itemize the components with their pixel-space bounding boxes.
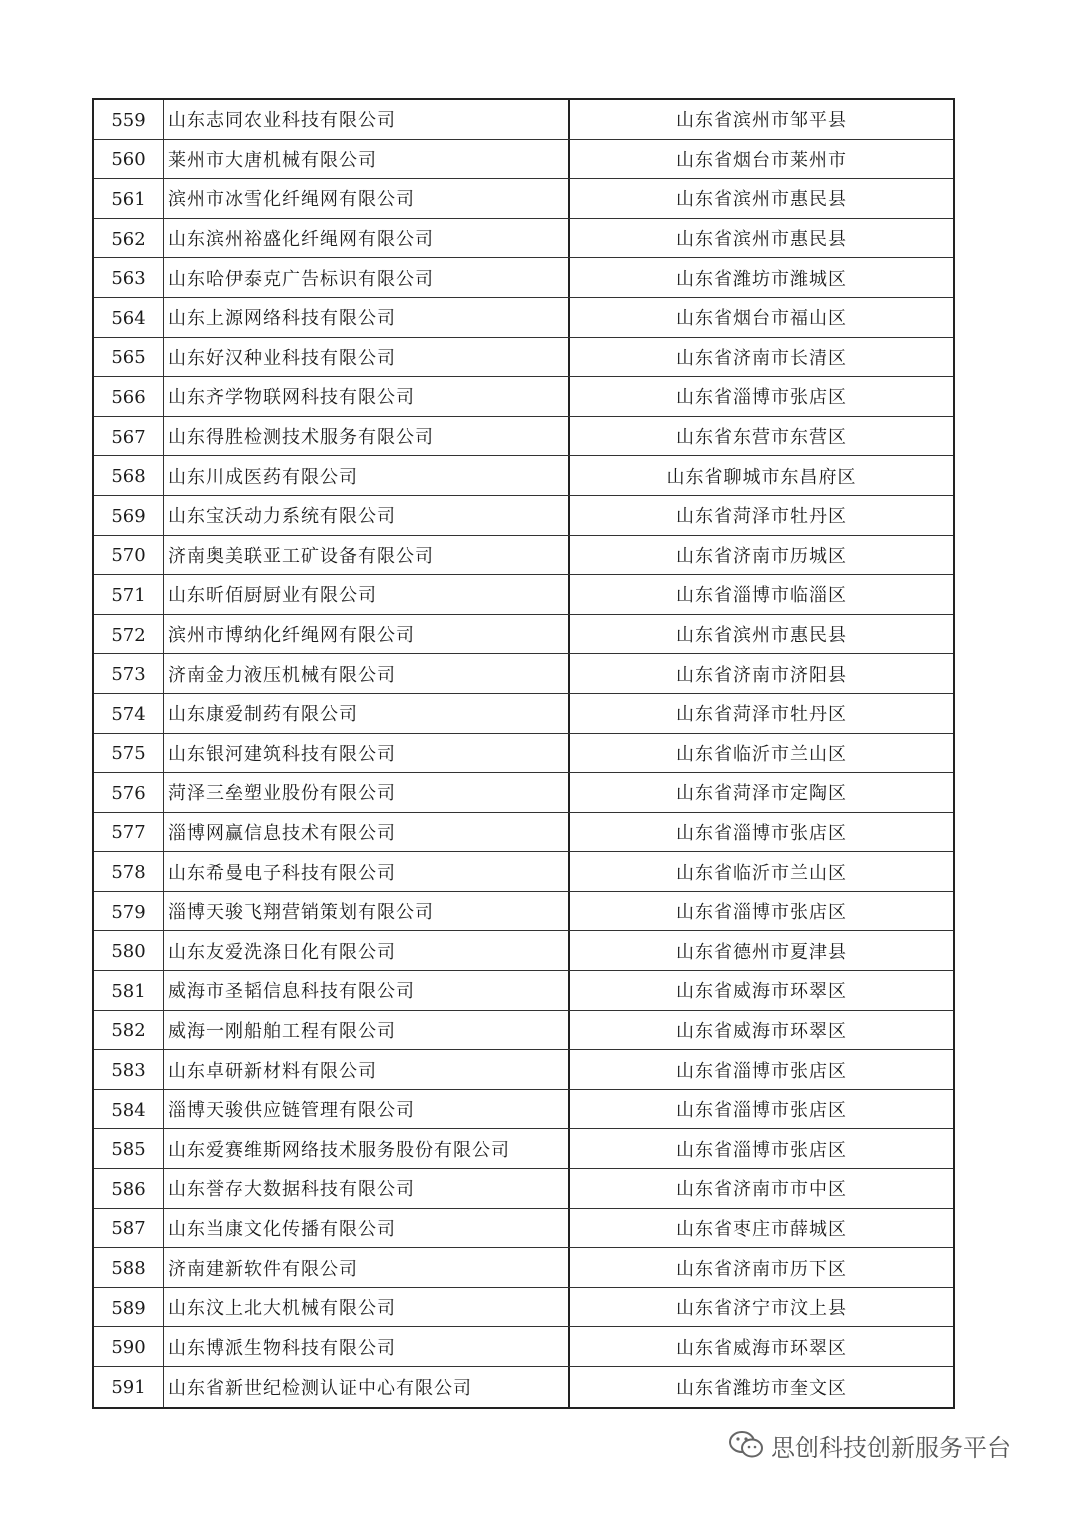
- company-location: 山东省淄博市张店区: [676, 822, 847, 844]
- company-name: 山东友爱洗涤日化有限公司: [164, 931, 570, 970]
- row-number: 567: [94, 417, 164, 456]
- table-row: [94, 258, 953, 298]
- company-location: 山东省济南市历下区: [676, 1258, 847, 1280]
- table-row: [94, 892, 953, 932]
- row-number: 565: [94, 338, 164, 377]
- company-location: 山东省临沂市兰山区: [676, 743, 847, 765]
- table-row: [94, 100, 953, 140]
- company-location: 山东省烟台市莱州市: [676, 149, 847, 171]
- company-location: 山东省德州市夏津县: [676, 941, 847, 963]
- table-row: [94, 456, 953, 496]
- company-name: 山东得胜检测技术服务有限公司: [164, 417, 570, 456]
- company-location: 山东省烟台市福山区: [676, 308, 847, 330]
- table-row: [94, 417, 953, 457]
- company-location: 山东省潍坊市潍城区: [676, 268, 847, 290]
- table-row: [94, 338, 953, 378]
- company-location: 山东省滨州市惠民县: [676, 189, 847, 211]
- company-location: 山东省菏泽市牡丹区: [676, 506, 847, 528]
- company-name: 淄博网赢信息技术有限公司: [164, 813, 570, 852]
- row-number: 562: [94, 219, 164, 258]
- row-number: 584: [94, 1090, 164, 1129]
- company-location: 山东省临沂市兰山区: [676, 862, 847, 884]
- company-location: 山东省滨州市惠民县: [676, 229, 847, 251]
- table-row: [94, 971, 953, 1011]
- company-location: 山东省淄博市张店区: [676, 1060, 847, 1082]
- company-name: 淄博天骏飞翔营销策划有限公司: [164, 892, 570, 931]
- table-row: [94, 377, 953, 417]
- company-location: 山东省滨州市惠民县: [676, 625, 847, 647]
- row-number: 571: [94, 575, 164, 614]
- company-name: 滨州市博纳化纤绳网有限公司: [164, 615, 570, 654]
- table-row: [94, 1327, 953, 1367]
- table-row: [94, 931, 953, 971]
- table-row: [94, 496, 953, 536]
- company-name: 滨州市冰雪化纤绳网有限公司: [164, 179, 570, 218]
- row-number: 586: [94, 1169, 164, 1208]
- row-number: 570: [94, 536, 164, 575]
- company-name: 山东当康文化传播有限公司: [164, 1209, 570, 1248]
- row-number: 563: [94, 258, 164, 297]
- company-name: 山东银河建筑科技有限公司: [164, 734, 570, 773]
- row-number: 591: [94, 1367, 164, 1407]
- row-number: 590: [94, 1327, 164, 1366]
- table-row: [94, 1050, 953, 1090]
- company-name: 威海一刚船舶工程有限公司: [164, 1011, 570, 1050]
- wechat-icon: [727, 1429, 767, 1461]
- company-name: 莱州市大唐机械有限公司: [164, 140, 570, 179]
- company-name: 山东哈伊泰克广告标识有限公司: [164, 258, 570, 297]
- company-name: 山东上源网络科技有限公司: [164, 298, 570, 337]
- table-row: [94, 1011, 953, 1051]
- company-name: 山东汶上北大机械有限公司: [164, 1288, 570, 1327]
- table-row: [94, 734, 953, 774]
- table-row: [94, 1090, 953, 1130]
- company-location: 山东省淄博市张店区: [676, 1139, 847, 1161]
- row-number: 581: [94, 971, 164, 1010]
- row-number: 572: [94, 615, 164, 654]
- company-name: 山东希曼电子科技有限公司: [164, 852, 570, 891]
- company-location: 山东省济南市市中区: [676, 1179, 847, 1201]
- row-number: 587: [94, 1209, 164, 1248]
- company-location: 山东省淄博市张店区: [676, 387, 847, 409]
- row-number: 574: [94, 694, 164, 733]
- company-location: 山东省淄博市临淄区: [676, 585, 847, 607]
- table-row: [94, 298, 953, 338]
- table-row: [94, 179, 953, 219]
- company-name: 山东宝沃动力系统有限公司: [164, 496, 570, 535]
- row-number: 585: [94, 1129, 164, 1168]
- company-name: 山东爱赛维斯网络技术服务股份有限公司: [164, 1129, 570, 1168]
- watermark: [727, 1425, 1057, 1465]
- table-row: [94, 694, 953, 734]
- row-number: 576: [94, 773, 164, 812]
- table-row: [94, 654, 953, 694]
- table-row: [94, 1288, 953, 1328]
- company-name: 山东誉存大数据科技有限公司: [164, 1169, 570, 1208]
- company-name: 济南金力液压机械有限公司: [164, 654, 570, 693]
- watermark-text: 思创科技创新服务平台: [771, 1433, 1011, 1462]
- table-row: [94, 813, 953, 853]
- company-name: 山东昕佰厨厨业有限公司: [164, 575, 570, 614]
- table-row: [94, 536, 953, 576]
- row-number: 580: [94, 931, 164, 970]
- company-name: 山东齐学物联网科技有限公司: [164, 377, 570, 416]
- company-name: 山东博派生物科技有限公司: [164, 1327, 570, 1366]
- row-number: 559: [94, 100, 164, 139]
- row-number: 582: [94, 1011, 164, 1050]
- table-row: [94, 852, 953, 892]
- table-row: [94, 773, 953, 813]
- company-location: 山东省滨州市邹平县: [676, 110, 847, 132]
- row-number: 561: [94, 179, 164, 218]
- row-number: 579: [94, 892, 164, 931]
- company-name: 菏泽三垒塑业股份有限公司: [164, 773, 570, 812]
- company-name: 济南奥美联亚工矿设备有限公司: [164, 536, 570, 575]
- row-number: 568: [94, 456, 164, 495]
- company-location: 山东省菏泽市定陶区: [676, 783, 847, 805]
- row-number: 560: [94, 140, 164, 179]
- company-location: 山东省淄博市张店区: [676, 1100, 847, 1122]
- company-location: 山东省济南市历城区: [676, 545, 847, 567]
- company-name: 山东好汉种业科技有限公司: [164, 338, 570, 377]
- company-location: 山东省淄博市张店区: [676, 902, 847, 924]
- company-location: 山东省聊城市东昌府区: [666, 466, 857, 488]
- company-name: 威海市圣韬信息科技有限公司: [164, 971, 570, 1010]
- company-location: 山东省东营市东营区: [676, 427, 847, 449]
- company-location: 山东省济南市长清区: [676, 347, 847, 369]
- company-name: 山东省新世纪检测认证中心有限公司: [164, 1367, 570, 1407]
- row-number: 575: [94, 734, 164, 773]
- company-location: 山东省枣庄市薛城区: [676, 1218, 847, 1240]
- company-location: 山东省菏泽市牡丹区: [676, 704, 847, 726]
- company-location: 山东省威海市环翠区: [676, 981, 847, 1003]
- table-row: [94, 219, 953, 259]
- company-name: 山东康爱制药有限公司: [164, 694, 570, 733]
- row-number: 573: [94, 654, 164, 693]
- row-number: 566: [94, 377, 164, 416]
- company-location: 山东省威海市环翠区: [676, 1337, 847, 1359]
- row-number: 569: [94, 496, 164, 535]
- row-number: 583: [94, 1050, 164, 1089]
- company-table: [92, 98, 955, 1409]
- table-row: [94, 615, 953, 655]
- table-row: [94, 140, 953, 180]
- company-name: 淄博天骏供应链管理有限公司: [164, 1090, 570, 1129]
- row-number: 578: [94, 852, 164, 891]
- company-name: 山东志同农业科技有限公司: [164, 100, 570, 139]
- table-row: [94, 1248, 953, 1288]
- company-location: 山东省济宁市汶上县: [676, 1298, 847, 1320]
- row-number: 564: [94, 298, 164, 337]
- company-location: 山东省潍坊市奎文区: [676, 1377, 847, 1399]
- table-row: [94, 1367, 953, 1407]
- table-row: [94, 1169, 953, 1209]
- row-number: 589: [94, 1288, 164, 1327]
- table-row: [94, 575, 953, 615]
- company-location: 山东省威海市环翠区: [676, 1020, 847, 1042]
- company-name: 济南建新软件有限公司: [164, 1248, 570, 1287]
- company-name: 山东川成医药有限公司: [164, 456, 570, 495]
- company-name: 山东卓研新材料有限公司: [164, 1050, 570, 1089]
- company-location: 山东省济南市济阳县: [676, 664, 847, 686]
- row-number: 577: [94, 813, 164, 852]
- row-number: 588: [94, 1248, 164, 1287]
- table-row: [94, 1209, 953, 1249]
- company-name: 山东滨州裕盛化纤绳网有限公司: [164, 219, 570, 258]
- table-row: [94, 1129, 953, 1169]
